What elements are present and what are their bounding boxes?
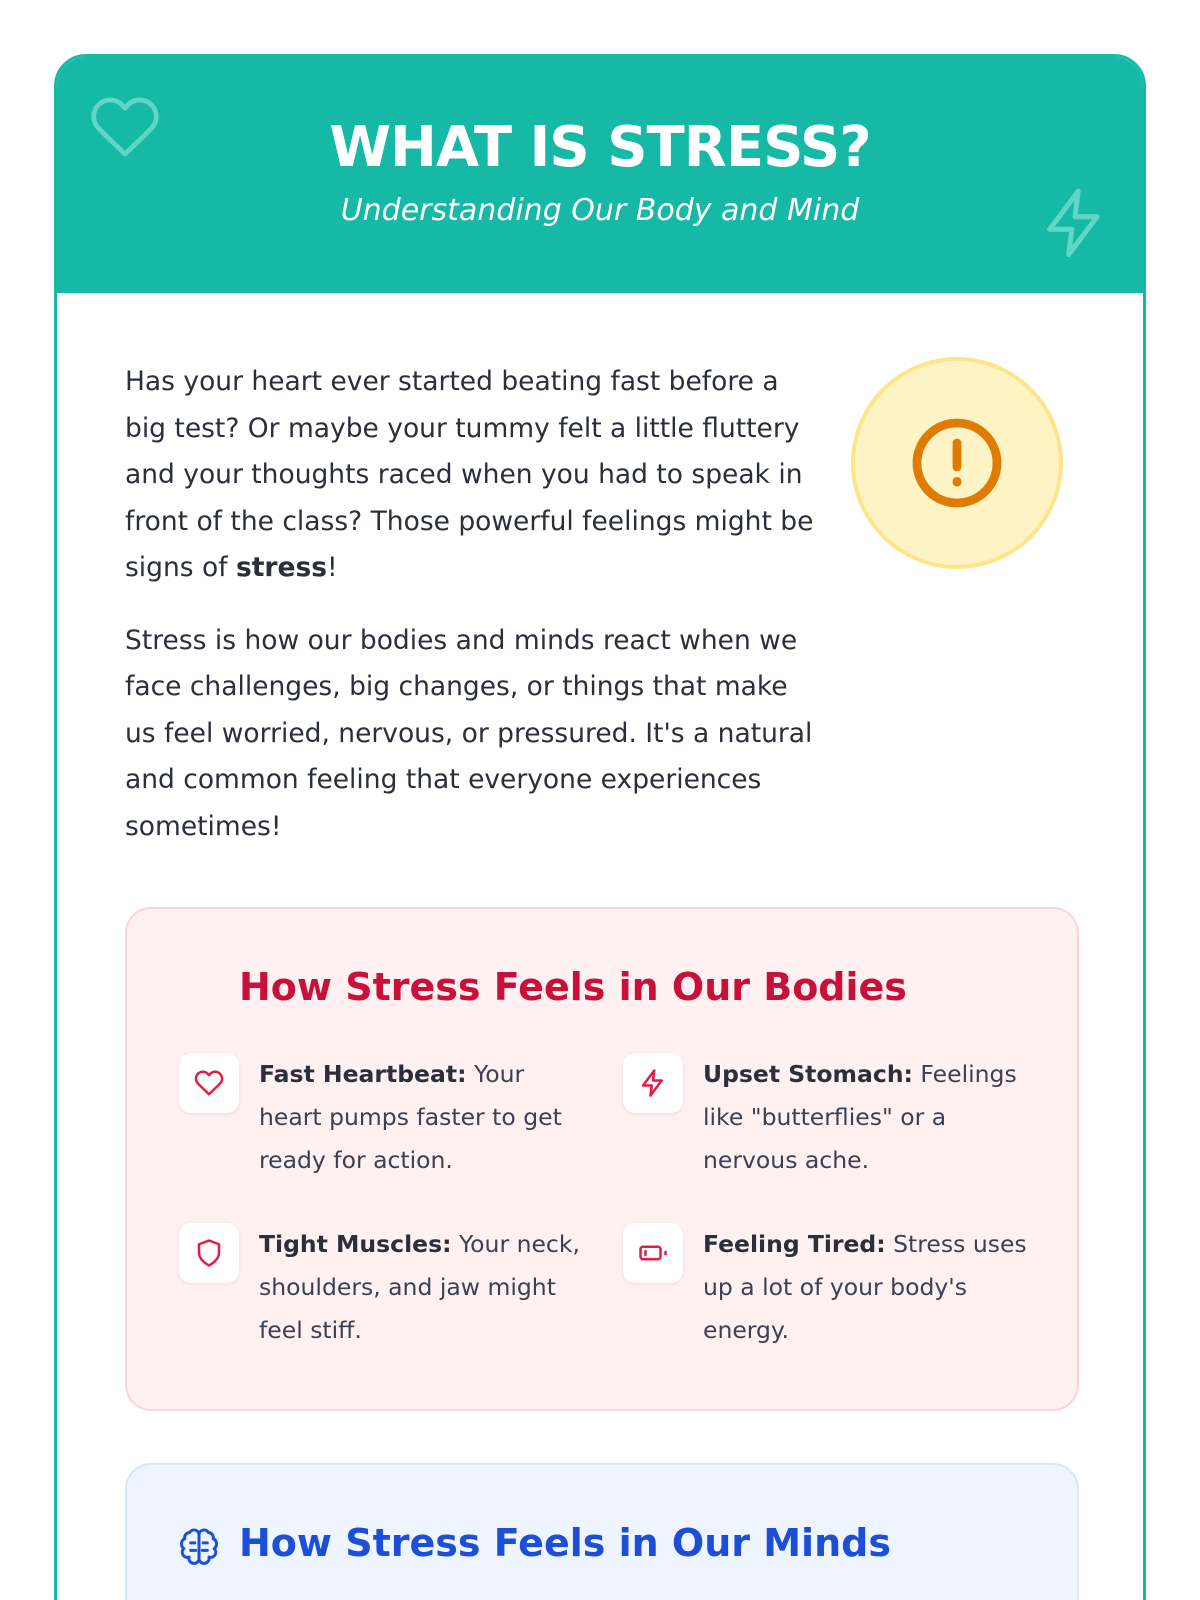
body-symptoms-section: How Stress Feels in Our Bodies Fast Heartbeat: Your heart pumps faster to get ready for action. Upset Stomach: Feelings like "butterflies" or a nervous ache. Tight Muscles: Your neck, shoulders, and jaw might feel stiff. Feeling Tired: Stress uses up a lot of your body's energy. [125,907,1079,1411]
mind-symptoms-section [125,1463,1079,1600]
battery-low-icon [638,1238,668,1268]
alert-circle-icon [909,415,1005,511]
header-banner [57,57,1143,293]
info-card [54,54,1146,1600]
intro-paragraph-2: Stress is how our bodies and minds react when we face challenges, big changes, or things that make us feel worried, nervous, or pressured. It's a natural and common feeling that everyone experiences sometimes! [125,624,813,842]
bolt-icon [1037,183,1113,263]
page-subtitle: Understanding Our Body and Mind [340,193,860,228]
bolt-icon [638,1068,668,1098]
section-title-body: How Stress Feels in Our Bodies [239,965,907,1009]
stress-keyword: stress [235,552,328,583]
brain-icon [179,1527,219,1567]
heart-icon [194,1068,224,1098]
page-title: WHAT IS STRESS? [329,115,871,180]
section-title-mind: How Stress Feels in Our Minds [239,1521,891,1565]
intro-text [125,359,815,876]
intro-paragraph-1: Has your heart ever started beating fast before a big test? Or maybe your tummy felt a little fluttery and your thoughts raced when you had to speak in front of the class? Those powerful feelings might be signs of stress! [125,366,814,583]
alert-badge [851,357,1063,569]
shield-icon [194,1238,224,1268]
